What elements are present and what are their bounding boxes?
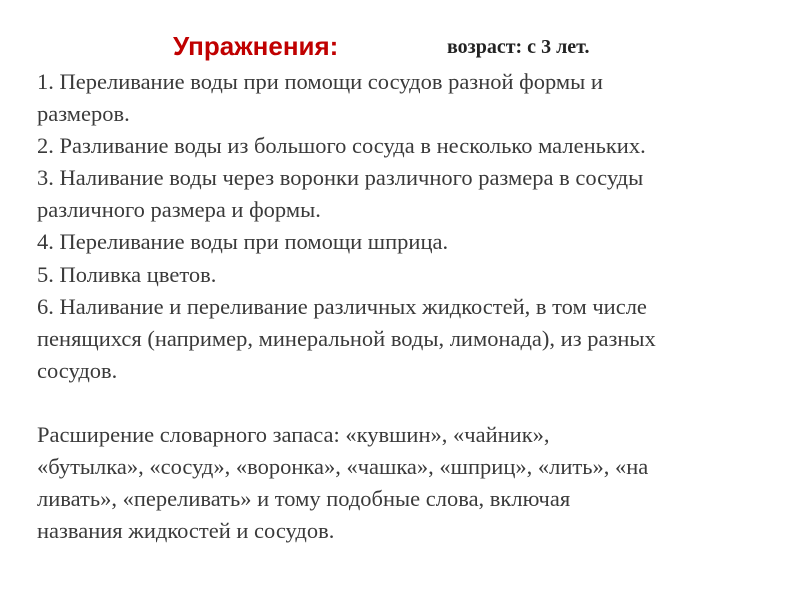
exercise-line: 3. Наливание воды через воронки различного размера в сосуды — [37, 165, 644, 191]
slide-heading — [0, 31, 800, 61]
vocabulary-line: названия жидкостей и сосудов. — [37, 518, 335, 544]
vocabulary-line: «бутылка», «сосуд», «воронка», «чашка», «шприц», «лить», «на — [37, 454, 649, 480]
exercise-line: сосудов. — [37, 357, 118, 383]
exercise-line: размеров. — [37, 101, 130, 127]
body-text — [37, 66, 777, 547]
exercise-line: пенящихся (например, минеральной воды, лимонада), из разных — [37, 325, 656, 351]
vocabulary-line: ливать», «переливать» и тому подобные слова, включая — [37, 486, 571, 512]
heading-title: Упражнения: — [173, 31, 339, 61]
exercise-line: 4. Переливание воды при помощи шприца. — [37, 229, 449, 255]
exercise-line: 1. Переливание воды при помощи сосудов разной формы и — [37, 69, 603, 94]
exercise-line: 5. Поливка цветов. — [37, 261, 217, 287]
exercise-line: 6. Наливание и переливание различных жидкостей, в том числе — [37, 293, 647, 319]
exercise-line: 2. Разливание воды из большого сосуда в несколько маленьких. — [37, 133, 646, 159]
heading-age: возраст: с 3 лет. — [447, 36, 590, 58]
exercise-line: различного размера и формы. — [37, 197, 321, 223]
paragraph-gap — [37, 387, 777, 419]
vocabulary-line: Расширение словарного запаса: «кувшин», «чайник», — [37, 422, 550, 448]
